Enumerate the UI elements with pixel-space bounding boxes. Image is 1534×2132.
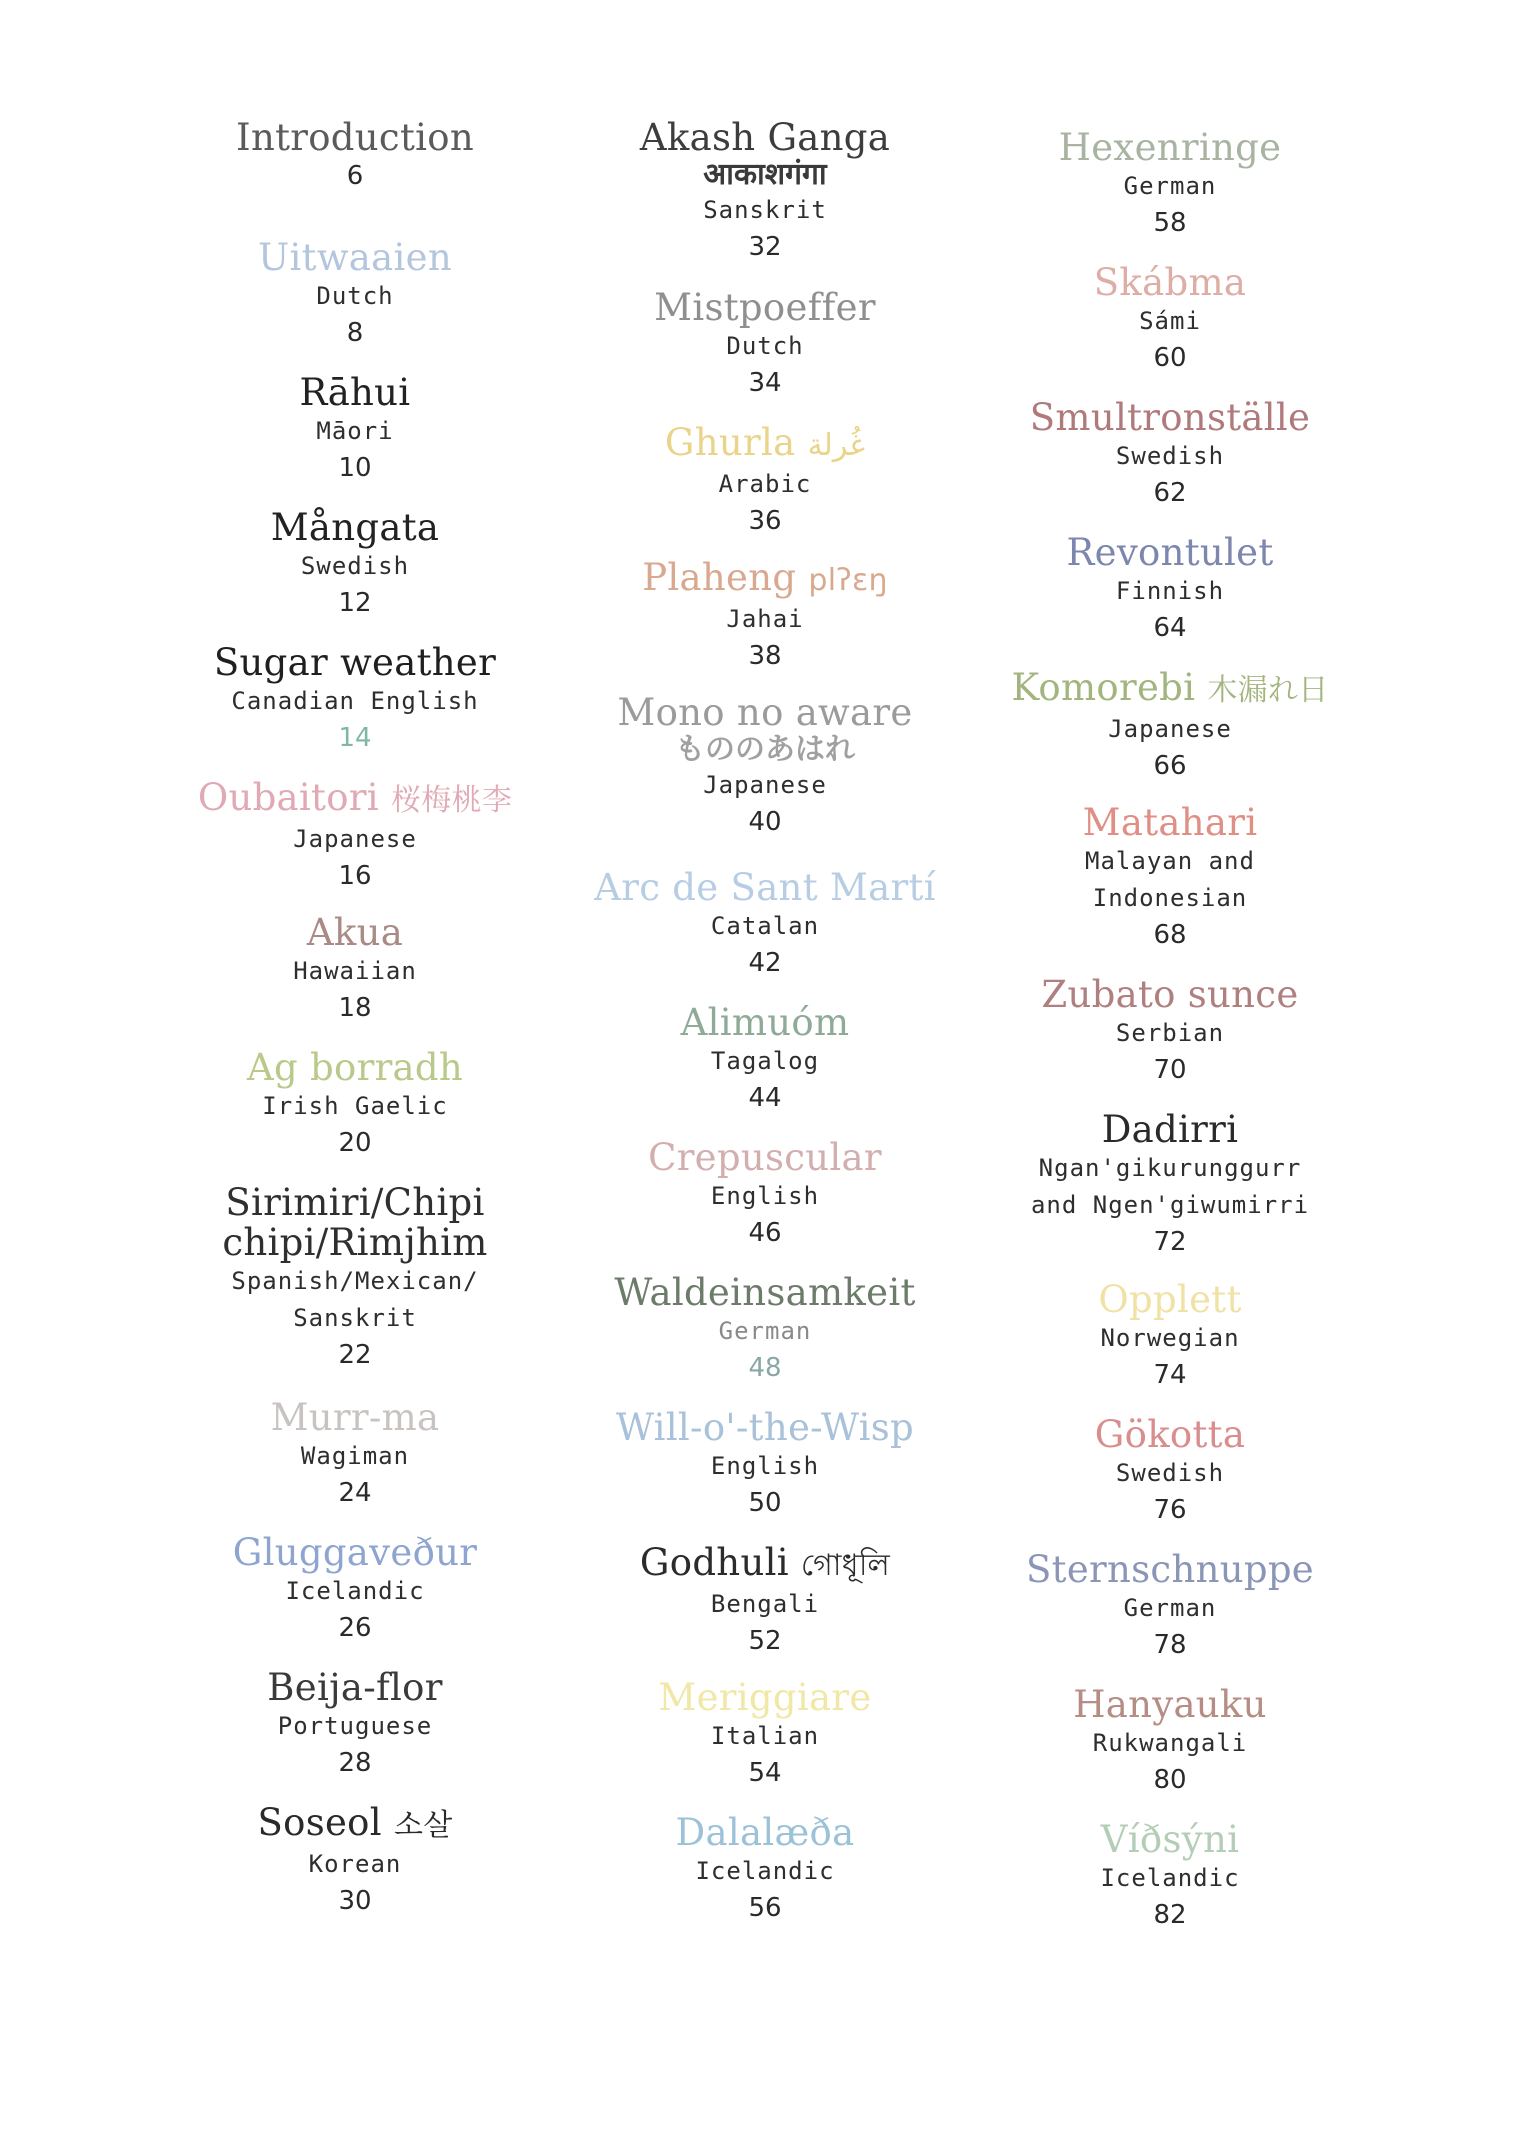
entry-word-text: Zubato sunce (1041, 973, 1299, 1016)
entry-page-number: 62 (1153, 478, 1187, 508)
toc-entry[interactable] (555, 423, 975, 540)
entry-word-text: Uitwaaien (258, 236, 452, 279)
entry-word (960, 1415, 1380, 1455)
entry-word-text: Komorebi (1011, 666, 1196, 709)
entry-page-number: 32 (748, 232, 782, 262)
entry-language: Hawaiian (293, 957, 417, 985)
entry-word-text: Akash Ganga (639, 116, 891, 159)
entry-page-number: 28 (338, 1748, 372, 1778)
toc-entry[interactable] (555, 118, 975, 266)
entry-word-text: Meriggiare (658, 1676, 872, 1719)
entry-language: Finnish (1115, 577, 1225, 605)
entry-word (960, 128, 1380, 168)
entry-word (960, 1685, 1380, 1725)
entry-page-number: 40 (748, 807, 782, 837)
entry-word (555, 1813, 975, 1853)
toc-entry[interactable] (145, 1533, 565, 1647)
entry-language: Japanese (703, 771, 827, 799)
entry-word (145, 1533, 565, 1573)
toc-entry[interactable] (960, 1415, 1380, 1529)
toc-entry[interactable] (555, 288, 975, 402)
entry-page-number: 30 (338, 1886, 372, 1916)
entry-word-text: Gökotta (1094, 1413, 1246, 1456)
entry-word (960, 1110, 1380, 1150)
entry-language: Korean (308, 1850, 402, 1878)
entry-word-text: Ghurla (664, 421, 796, 464)
toc-entry[interactable] (555, 1003, 975, 1117)
entry-page-number: 78 (1153, 1630, 1187, 1660)
entry-page-number: 10 (338, 453, 372, 483)
entry-page-number: 36 (748, 506, 782, 536)
entry-language: Swedish (1115, 442, 1225, 470)
entry-page-number: 24 (338, 1478, 372, 1508)
toc-entry[interactable] (960, 975, 1380, 1089)
entry-language: German (718, 1317, 812, 1345)
toc-entry[interactable] (960, 1280, 1380, 1394)
entry-page-number: 82 (1153, 1900, 1187, 1930)
entry-word (145, 1803, 565, 1846)
toc-entry[interactable] (145, 1048, 565, 1162)
entry-word (960, 1820, 1380, 1860)
entry-language-line: Ngan'gikurunggurr (1038, 1154, 1302, 1182)
toc-entry[interactable] (555, 558, 975, 675)
toc-entry[interactable] (960, 263, 1380, 377)
entry-page-number: 46 (748, 1218, 782, 1248)
entry-page-number: 70 (1153, 1055, 1187, 1085)
entry-word (145, 118, 565, 158)
entry-word (555, 1408, 975, 1448)
entry-language: Irish Gaelic (262, 1092, 448, 1120)
entry-page-number: 48 (748, 1353, 782, 1383)
entry-word (555, 1678, 975, 1718)
toc-entry[interactable] (145, 238, 565, 352)
entry-page-number: 66 (1153, 751, 1187, 781)
entry-word-text: Beija-flor (267, 1666, 443, 1709)
entry-page-number: 34 (748, 368, 782, 398)
entry-word (555, 1138, 975, 1178)
toc-entry[interactable] (960, 1685, 1380, 1799)
entry-word-text: Revontulet (1066, 531, 1274, 574)
entry-page-number: 14 (338, 723, 372, 753)
toc-entry[interactable] (960, 533, 1380, 647)
entry-word (960, 263, 1380, 303)
entry-word-text: Murr-ma (270, 1396, 440, 1439)
toc-entry[interactable] (960, 1820, 1380, 1934)
toc-entry[interactable] (145, 778, 565, 895)
toc-entry[interactable] (145, 1803, 565, 1920)
entry-language: Italian (710, 1722, 820, 1750)
entry-language: Canadian English (231, 687, 479, 715)
entry-word-text: Sternschnuppe (1026, 1548, 1314, 1591)
entry-word-text: Opplett (1098, 1278, 1242, 1321)
entry-language: Rukwangali (1092, 1729, 1248, 1757)
toc-entry[interactable] (555, 1138, 975, 1252)
toc-entry[interactable] (555, 1543, 975, 1660)
entry-word-line: chipi/Rimjhim (222, 1221, 488, 1264)
entry-language: Icelandic (285, 1577, 425, 1605)
entry-page-number: 56 (748, 1893, 782, 1923)
toc-entry[interactable] (145, 373, 565, 487)
entry-word-text: Crepuscular (648, 1136, 882, 1179)
toc-entry[interactable] (145, 1668, 565, 1782)
entry-language: Swedish (300, 552, 410, 580)
entry-language: Bengali (710, 1590, 820, 1618)
entry-word-text: Dalalæða (675, 1811, 855, 1854)
entry-language: Arabic (718, 470, 812, 498)
entry-word (555, 1273, 975, 1313)
entry-page-number: 38 (748, 641, 782, 671)
entry-language: Sanskrit (703, 196, 827, 224)
entry-language: German (1123, 172, 1217, 200)
entry-word (555, 118, 975, 158)
entry-word (145, 1668, 565, 1708)
entry-page-number: 68 (1153, 920, 1187, 950)
entry-word (145, 1398, 565, 1438)
entry-word (960, 533, 1380, 573)
toc-entry[interactable] (555, 1813, 975, 1927)
entry-word (555, 1003, 975, 1043)
entry-word-text: Dadirri (1101, 1108, 1239, 1151)
entry-language: Japanese (1108, 715, 1232, 743)
entry-page-number: 60 (1153, 343, 1187, 373)
entry-word (145, 238, 565, 278)
entry-word-line: Sirimiri/Chipi (225, 1181, 485, 1224)
entry-language: Swedish (1115, 1459, 1225, 1487)
toc-entry[interactable] (960, 1110, 1380, 1261)
toc-entry[interactable] (960, 1550, 1380, 1664)
entry-page-number: 12 (338, 588, 372, 618)
entry-word (555, 693, 975, 733)
entry-language-line: Sanskrit (293, 1304, 417, 1332)
entry-script: 桜梅桃李 (390, 783, 513, 818)
entry-word (960, 1280, 1380, 1320)
entry-language: Catalan (710, 912, 820, 940)
toc-entry[interactable] (555, 1273, 975, 1387)
entry-page-number: 80 (1153, 1765, 1187, 1795)
toc-entry[interactable] (960, 668, 1380, 785)
entry-language: Sámi (1139, 307, 1201, 335)
entry-word (145, 913, 565, 953)
entry-page-number: 72 (1153, 1227, 1187, 1257)
toc-column-2 (555, 0, 975, 2132)
entry-language: Dutch (726, 332, 804, 360)
entry-page-number: 16 (338, 861, 372, 891)
entry-page-number: 42 (748, 948, 782, 978)
entry-page-number: 52 (748, 1626, 782, 1656)
entry-word-text: Soseol (257, 1801, 382, 1844)
entry-word (960, 1550, 1380, 1590)
toc-entry[interactable] (145, 118, 565, 195)
entry-word-text: Introduction (236, 116, 474, 159)
entry-word (960, 803, 1380, 843)
entry-page-number: 6 (346, 161, 364, 191)
entry-word-text: Alimuóm (680, 1001, 850, 1044)
entry-word-text: Plaheng (642, 556, 797, 599)
entry-word (145, 373, 565, 413)
entry-script: plʔɛŋ (808, 563, 888, 598)
entry-word (145, 643, 565, 683)
toc-entry[interactable] (145, 1183, 565, 1374)
entry-language-line: and Ngen'giwumirri (1030, 1191, 1310, 1219)
entry-word-text: Víðsýni (1100, 1818, 1240, 1861)
entry-word-text: Matahari (1082, 801, 1258, 844)
toc-entry[interactable] (145, 1398, 565, 1512)
entry-word (555, 1543, 975, 1586)
entry-script: आकाशगंगा (703, 157, 827, 192)
entry-language-line: Spanish/Mexican/ (231, 1267, 479, 1295)
entry-language: Norwegian (1100, 1324, 1240, 1352)
entry-word (145, 1048, 565, 1088)
entry-language-line: Indonesian (1092, 884, 1248, 912)
entry-language: German (1123, 1594, 1217, 1622)
entry-language: Jahai (726, 605, 804, 633)
toc-entry[interactable] (145, 508, 565, 622)
toc-entry[interactable] (555, 1408, 975, 1522)
entry-page-number: 50 (748, 1488, 782, 1518)
entry-word (145, 508, 565, 548)
entry-page-number: 8 (346, 318, 364, 348)
entry-language: Serbian (1115, 1019, 1225, 1047)
entry-page-number: 64 (1153, 613, 1187, 643)
toc-entry[interactable] (555, 1678, 975, 1792)
entry-page-number: 74 (1153, 1360, 1187, 1390)
entry-word (555, 288, 975, 328)
toc-entry[interactable] (960, 803, 1380, 954)
entry-page-number: 76 (1153, 1495, 1187, 1525)
entry-word (960, 668, 1380, 711)
entry-language: Japanese (293, 825, 417, 853)
entry-script: 木漏れ日 (1207, 673, 1329, 708)
entry-page-number: 26 (338, 1613, 372, 1643)
entry-word (960, 398, 1380, 438)
entry-language: Tagalog (710, 1047, 820, 1075)
entry-word-text: Skábma (1093, 261, 1247, 304)
entry-word-text: Mistpoeffer (654, 286, 876, 329)
entry-word (145, 778, 565, 821)
entry-page-number: 58 (1153, 208, 1187, 238)
entry-script: もののあはれ (675, 732, 855, 767)
toc-entry[interactable] (145, 913, 565, 1027)
entry-word-text: Rāhui (299, 371, 411, 414)
entry-word (555, 868, 975, 908)
entry-word-text: Mono no aware (617, 691, 913, 734)
entry-word (555, 558, 975, 601)
toc-entry[interactable] (555, 868, 975, 982)
entry-language: English (710, 1182, 820, 1210)
entry-word-text: Ag borradh (246, 1046, 464, 1089)
entry-script: 소살 (393, 1808, 453, 1843)
entry-language: Wagiman (300, 1442, 410, 1470)
entry-language: Icelandic (1100, 1864, 1240, 1892)
entry-word-text: Gluggaveður (232, 1531, 478, 1574)
entry-page-number: 44 (748, 1083, 782, 1113)
toc-entry[interactable] (960, 398, 1380, 512)
entry-word-text: Akua (306, 911, 404, 954)
entry-language: Icelandic (695, 1857, 835, 1885)
toc-entry[interactable] (145, 643, 565, 757)
toc-column-1 (145, 0, 565, 2132)
entry-script: গোধূলি (800, 1548, 891, 1583)
entry-word-text: Godhuli (639, 1541, 789, 1584)
entry-page-number: 20 (338, 1128, 372, 1158)
entry-language: Māori (316, 417, 394, 445)
entry-language: English (710, 1452, 820, 1480)
entry-word-text: Oubaitori (197, 776, 379, 819)
entry-script: غُرلة (807, 428, 866, 463)
entry-language: Dutch (316, 282, 394, 310)
entry-page-number: 18 (338, 993, 372, 1023)
entry-page-number: 54 (748, 1758, 782, 1788)
entry-word-text: Mångata (270, 506, 440, 549)
entry-language: Portuguese (277, 1712, 433, 1740)
entry-word-text: Smultronställe (1029, 396, 1311, 439)
entry-language-line: Malayan and (1085, 847, 1255, 875)
toc-entry[interactable] (960, 128, 1380, 242)
entry-word-text: Arc de Sant Martí (594, 866, 936, 909)
entry-word-text: Waldeinsamkeit (614, 1271, 916, 1314)
entry-word (960, 975, 1380, 1015)
toc-entry[interactable] (555, 693, 975, 841)
entry-word-text: Sugar weather (213, 641, 497, 684)
entry-page-number: 22 (338, 1340, 372, 1370)
toc-column-3 (960, 0, 1380, 2132)
entry-word (555, 423, 975, 466)
entry-word-text: Hexenringe (1058, 126, 1282, 169)
entry-word-text: Will-o'-the-Wisp (615, 1406, 915, 1449)
entry-word-text: Hanyauku (1073, 1683, 1267, 1726)
